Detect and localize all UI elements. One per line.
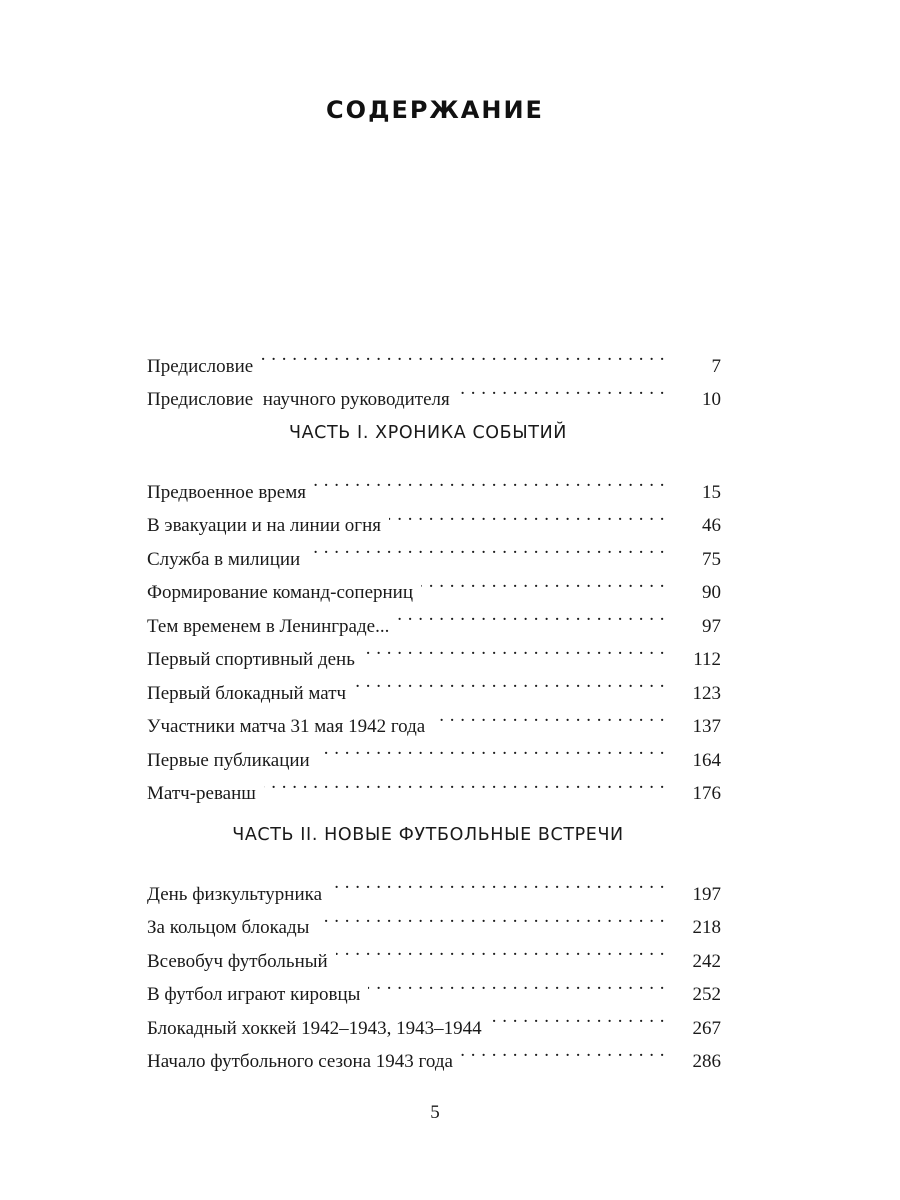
toc-entry[interactable] <box>147 338 721 377</box>
dot-leader <box>336 933 665 967</box>
toc-entry-title: Тем временем в Ленинграде... <box>147 615 390 637</box>
toc-entry-page: 252 <box>692 984 721 1005</box>
toc-entry-page: 15 <box>702 481 721 503</box>
dot-leader <box>458 372 665 406</box>
dot-leader <box>461 1034 665 1068</box>
dot-leader <box>318 732 665 766</box>
toc-entry-page: 7 <box>711 355 721 377</box>
dot-leader <box>368 967 665 1001</box>
toc-entry-title: Первые публикации <box>147 749 310 771</box>
table-of-contents <box>147 338 721 1072</box>
toc-entry-title: Формирование команд-соперниц <box>147 582 414 603</box>
toc-entry[interactable] <box>147 866 721 905</box>
toc-entry-title: Служба в милиции <box>147 548 301 570</box>
dot-leader <box>317 900 665 934</box>
toc-entry-page: 46 <box>702 515 721 536</box>
toc-entry-page: 197 <box>692 883 721 905</box>
dot-leader <box>354 665 665 699</box>
toc-entry-title: Предвоенное время <box>147 481 306 503</box>
dot-leader <box>314 464 665 498</box>
page-title: СОДЕРЖАНИЕ <box>326 96 544 124</box>
dot-leader <box>433 699 665 733</box>
toc-entry-page: 123 <box>692 682 721 704</box>
toc-entry-page: 137 <box>692 716 721 737</box>
dot-leader <box>264 766 665 800</box>
toc-entry-page: 10 <box>702 389 721 410</box>
toc-entry-title: Предисловие научного руководителя <box>147 389 450 410</box>
toc-entry-page: 176 <box>692 783 721 804</box>
dot-leader <box>308 531 665 565</box>
toc-entry[interactable] <box>147 464 721 503</box>
part-heading: ЧАСТЬ I. ХРОНИКА СОБЫТИЙ <box>289 423 567 443</box>
toc-entry-title: В футбол играют кировцы <box>147 984 361 1005</box>
toc-entry-title: За кольцом блокады <box>147 917 310 938</box>
part-heading: ЧАСТЬ II. НОВЫЕ ФУТБОЛЬНЫЕ ВСТРЕЧИ <box>232 825 624 845</box>
toc-entry-page: 218 <box>692 917 721 938</box>
toc-entry-title: Начало футбольного сезона 1943 года <box>147 1051 453 1072</box>
toc-entry-title: День физкультурника <box>147 883 323 905</box>
toc-entry-title: Матч-реванш <box>147 783 256 804</box>
dot-leader <box>261 338 665 372</box>
toc-entry-title: Предисловие <box>147 355 254 377</box>
toc-entry-title: Первый спортивный день <box>147 649 355 670</box>
dot-leader <box>330 866 665 900</box>
toc-entry-page: 90 <box>702 582 721 603</box>
toc-entry-page: 242 <box>692 950 721 972</box>
toc-entry-title: Участники матча 31 мая 1942 года <box>147 716 426 737</box>
dot-leader <box>389 498 665 532</box>
page-number: 5 <box>430 1102 440 1123</box>
dot-leader <box>363 632 665 666</box>
toc-entry-title: Блокадный хоккей 1942–1943, 1943–1944 <box>147 1017 482 1039</box>
toc-entry-page: 286 <box>692 1051 721 1072</box>
dot-leader <box>397 598 665 632</box>
dot-leader <box>421 565 665 599</box>
toc-entry-page: 267 <box>692 1017 721 1039</box>
toc-entry-title: Первый блокадный матч <box>147 682 347 704</box>
toc-entry-title: В эвакуации и на линии огня <box>147 515 382 536</box>
toc-entry-title: Всевобуч футбольный <box>147 950 328 972</box>
toc-entry-page: 75 <box>702 548 721 570</box>
dot-leader <box>490 1000 665 1034</box>
toc-entry-page: 112 <box>693 649 721 670</box>
toc-entry-page: 97 <box>702 615 721 637</box>
toc-entry-page: 164 <box>692 749 721 771</box>
